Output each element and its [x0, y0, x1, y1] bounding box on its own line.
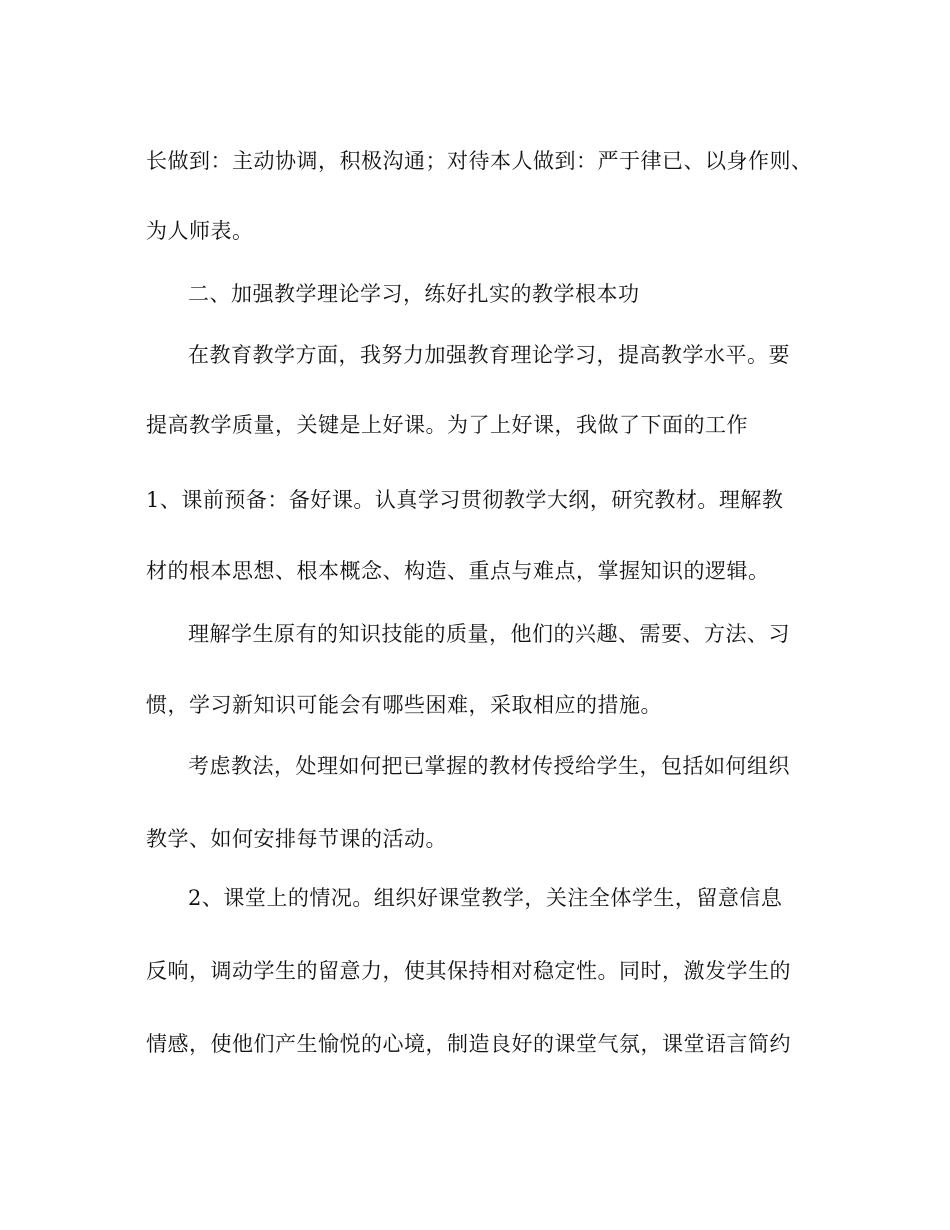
body-text-line: 长做到：主动协调，积极沟通；对待本人做到：严于律已、以身作则、 — [146, 149, 813, 173]
body-text-line: 教学、如何安排每节课的活动。 — [146, 827, 447, 851]
body-text-line: 材的根本思想、根本概念、构造、重点与难点，掌握知识的逻辑。 — [146, 559, 770, 583]
body-text-line: 反响，调动学生的留意力，使其保持相对稳定性。同时，激发学生的 — [146, 959, 791, 983]
list-item-line: 1、课前预备：备好课。认真学习贯彻教学大纲，研究教材。理解教 — [146, 488, 784, 512]
section-heading: 二、加强教学理论学习，练好扎实的教学根本功 — [188, 282, 640, 306]
list-item-line: 2、课堂上的情况。组织好课堂教学，关注全体学生，留意信息 — [188, 886, 783, 910]
body-text-line: 情感，使他们产生愉悦的心境，制造良好的课堂气氛，课堂语言简约 — [146, 1032, 791, 1056]
body-text-line: 为人师表。 — [146, 219, 254, 243]
body-text-line: 惯，学习新知识可能会有哪些困难，采取相应的措施。 — [146, 693, 662, 717]
paragraph-start-line: 考虑教法，处理如何把已掌握的教材传授给学生，包括如何组织 — [188, 754, 790, 778]
paragraph-start-line: 在教育教学方面，我努力加强教育理论学习，提高教学水平。要 — [188, 343, 790, 367]
body-text-line: 提高教学质量，关键是上好课。为了上好课，我做了下面的工作 — [146, 413, 748, 437]
paragraph-start-line: 理解学生原有的知识技能的质量，他们的兴趣、需要、方法、习 — [188, 622, 790, 646]
